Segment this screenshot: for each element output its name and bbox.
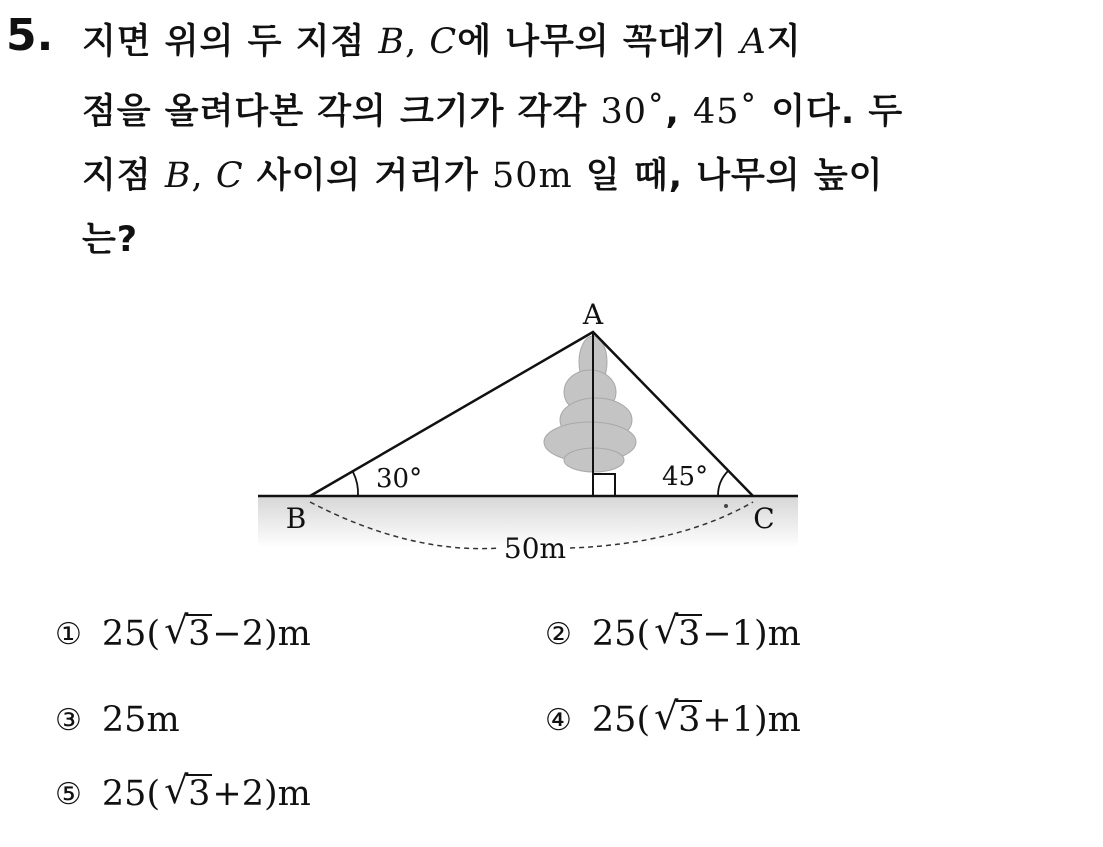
choice-2[interactable]: ② 25( √ 3 −1)m <box>545 608 801 654</box>
label-c: C <box>753 502 775 535</box>
tree-icon <box>544 336 636 472</box>
question-line-3: 지점 B, C 사이의 거리가 50m 일 때, 나무의 높이 <box>82 156 884 196</box>
sqrt-expression: √ 3 <box>164 768 211 814</box>
label-a: A <box>582 298 604 331</box>
angle-b-label: 30° <box>376 464 423 494</box>
distance-label: 50m <box>503 532 567 565</box>
label-b: B <box>285 502 307 535</box>
question-line-4: 는? <box>82 220 139 260</box>
choice-5[interactable]: ⑤ 25( √ 3 +2)m <box>55 768 311 814</box>
angle-c-arc <box>718 471 728 496</box>
question-line-1: 지면 위의 두 지점 B, C에 나무의 꼭대기 A지 <box>82 22 802 62</box>
right-angle-mark <box>593 474 615 496</box>
choice-4[interactable]: ④ 25( √ 3 +1)m <box>545 694 801 740</box>
dot-mark <box>724 504 728 508</box>
sqrt-expression: √ 3 <box>654 608 701 654</box>
sqrt-expression: √ 3 <box>164 608 211 654</box>
angle-b-arc <box>353 472 358 496</box>
choice-1[interactable]: ① 25( √ 3 −2)m <box>55 608 311 654</box>
question-number: 5. <box>6 10 54 61</box>
triangle-figure <box>250 292 810 572</box>
angle-c-label: 45° <box>662 462 709 492</box>
sqrt-expression: √ 3 <box>654 694 701 740</box>
choice-3[interactable]: ③ 25m <box>55 700 180 740</box>
question-line-2: 점을 올려다본 각의 크기가 각각 30˚, 45˚ 이다. 두 <box>82 92 904 132</box>
